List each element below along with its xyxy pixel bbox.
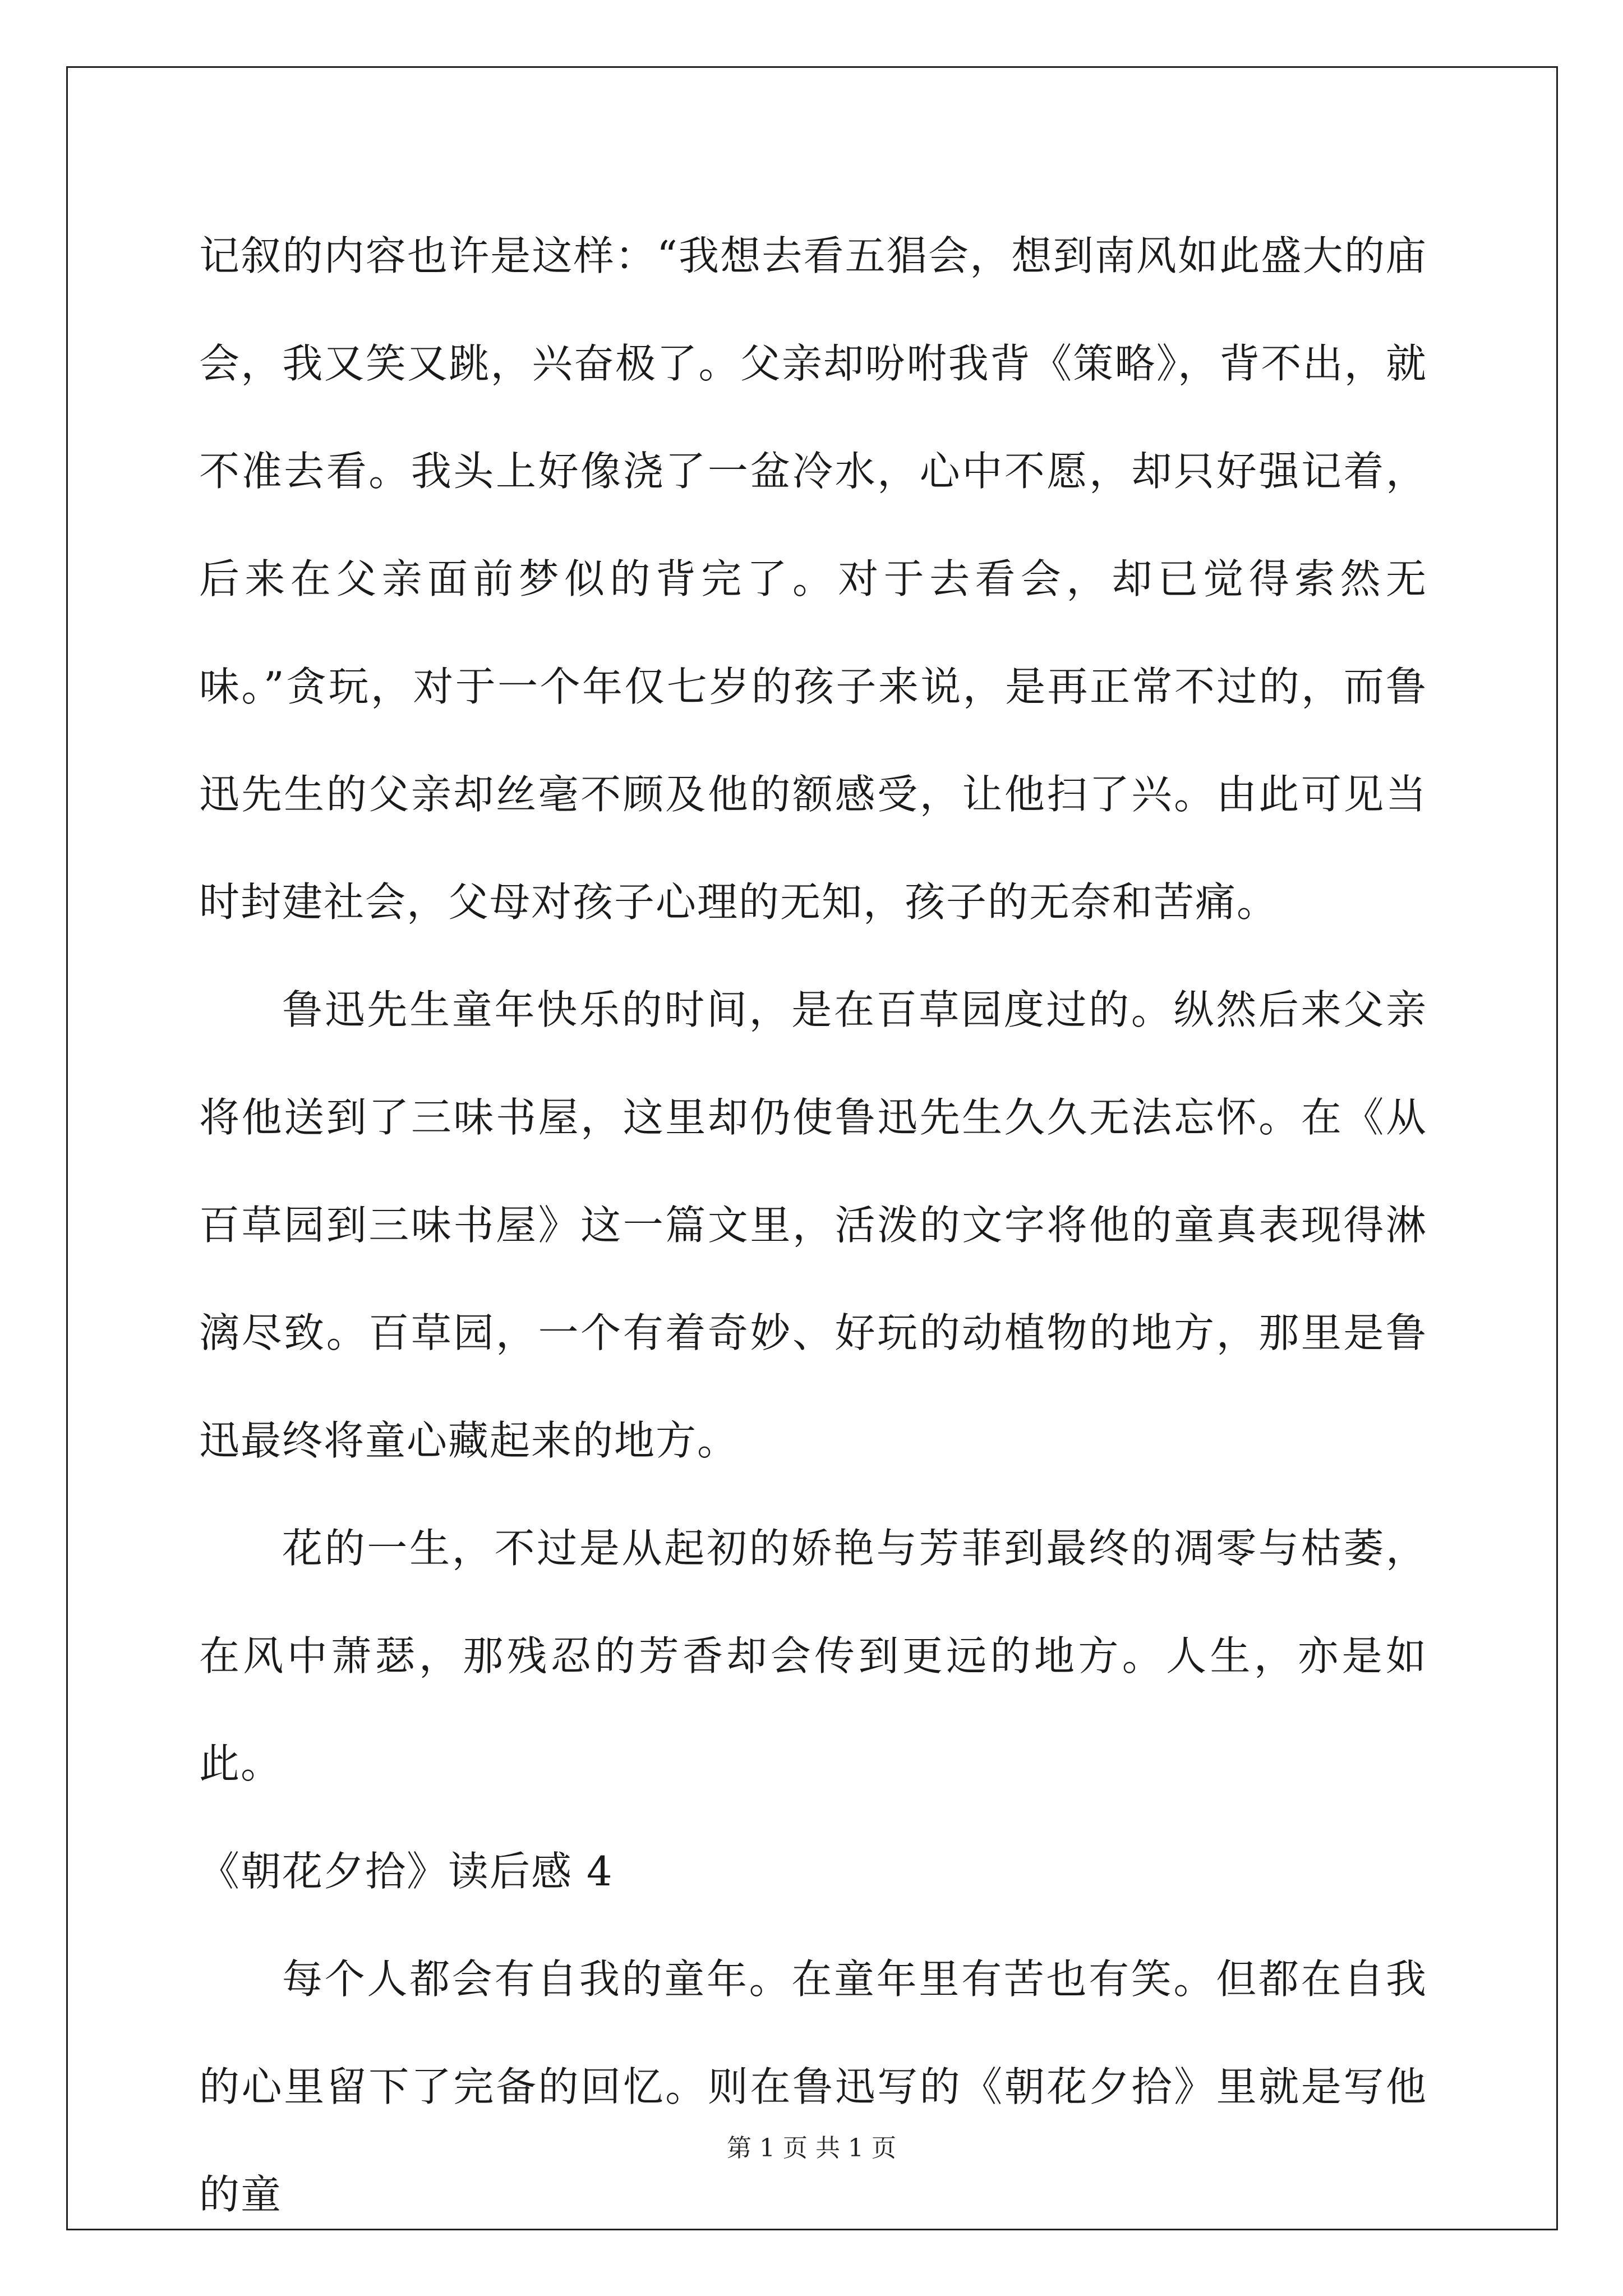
paragraph-4: 每个人都会有自我的童年。在童年里有苦也有笑。但都在自我的心里留下了完备的回忆。则在鲁迅写的《朝花夕拾》里就是写他的童 bbox=[199, 1955, 1427, 2218]
paragraph-2: 鲁迅先生童年快乐的时间，是在百草园度过的。纵然后来父亲将他送到了三味书屋，这里却仍使鲁迅先生久久无法忘怀。在《从百草园到三味书屋》这一篇文里，活泼的文字将他的童真表现得淋漓尽致。百草园，一个有着奇妙、好玩的动植物的地方，那里是鲁迅最终将童心藏起来的地方。 bbox=[199, 986, 1427, 1464]
section-heading: 《朝花夕拾》读后感 4 bbox=[199, 1848, 614, 1895]
paragraph-1: 记叙的内容也许是这样：“我想去看五猖会，想到南风如此盛大的庙会，我又笑又跳，兴奋极了。父亲却吩咐我背《策略》，背不出，就不准去看。我头上好像浇了一盆冷水，心中不愿，却只好强记着，后来在父亲面前梦似的背完了。对于去看会，却已觉得索然无味。”贪玩，对于一个年仅七岁的孩子来说，是再正常不过的，而鲁迅先生的父亲却丝毫不顾及他的额感受，让他扫了兴。由此可见当时封建社会，父母对孩子心理的无知，孩子的无奈和苦痛。 bbox=[199, 232, 1427, 926]
paragraph-3: 花的一生，不过是从起初的娇艳与芳菲到最终的凋零与枯萎，在风中萧瑟，那残忍的芳香却会传到更远的地方。人生，亦是如此。 bbox=[199, 1525, 1427, 1787]
page-footer: 第 1 页 共 1 页 bbox=[727, 2134, 896, 2162]
document-body bbox=[199, 202, 1427, 2248]
